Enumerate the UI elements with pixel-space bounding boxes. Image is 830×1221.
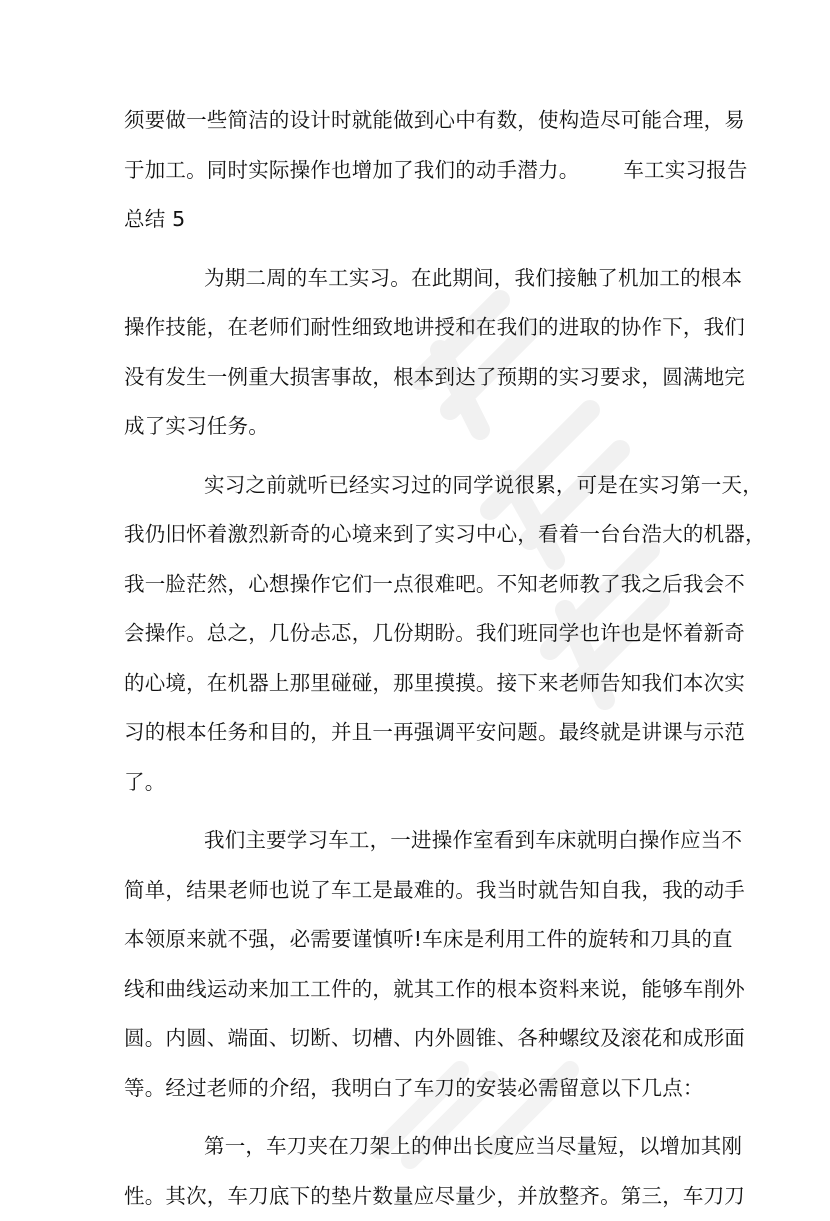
text-line: 成了实习任务。 <box>124 402 708 452</box>
section-heading: 车工实习报告 <box>623 146 747 196</box>
paragraph-first-line: 我们主要学习车工，一进操作室看到车床就明白操作应当不 <box>124 816 708 866</box>
text-line: 本领原来就不强，必需要谨慎听!车床是利用工件的旋转和刀具的直 <box>124 915 708 965</box>
paragraph-first-line: 为期二周的车工实习。在此期间，我们接触了机加工的根本 <box>124 254 708 304</box>
text-line: 我仍旧怀着激烈新奇的心境来到了实习中心，看着一台台浩大的机器， <box>124 510 708 560</box>
text-line: 了。 <box>124 758 708 808</box>
text-line: 的心境，在机器上那里碰碰，那里摸摸。接下来老师告知我们本次实 <box>124 659 708 709</box>
paragraph-first-line: 实习之前就听已经实习过的同学说很累，可是在实习第一天， <box>124 461 708 511</box>
body-text <box>124 96 708 1221</box>
text-line: 于加工。同时实际操作也增加了我们的动手潜力。 <box>124 158 579 182</box>
text-line: 性。其次，车刀底下的垫片数量应尽量少，并放整齐。第三，车刀刀 <box>124 1172 708 1221</box>
text-line: 会操作。总之，几份忐忑，几份期盼。我们班同学也许也是怀着新奇 <box>124 609 708 659</box>
text-line: 线和曲线运动来加工工件的，就其工作的根本资料来说，能够车削外 <box>124 965 708 1015</box>
text-line: 我一脸茫然，心想操作它们一点很难吧。不知老师教了我之后我会不 <box>124 560 708 610</box>
text-line: 操作技能，在老师们耐性细致地讲授和在我们的进取的协作下，我们 <box>124 303 708 353</box>
text-line: 须要做一些简洁的设计时就能做到心中有数，使构造尽可能合理，易 <box>124 96 708 146</box>
text-line: 没有发生一例重大损害事故，根本到达了预期的实习要求，圆满地完 <box>124 353 708 403</box>
text-line: 圆。内圆、端面、切断、切槽、内外圆锥、各种螺纹及滚花和成形面 <box>124 1014 708 1064</box>
text-line: 等。经过老师的介绍，我明白了车刀的安装必需留意以下几点： <box>124 1064 708 1114</box>
text-line: 习的根本任务和目的，并且一再强调平安问题。最终就是讲课与示范 <box>124 708 708 758</box>
paragraph-first-line: 第一，车刀夹在刀架上的伸出长度应当尽量短，以增加其刚 <box>124 1122 708 1172</box>
text-line <box>124 146 708 196</box>
text-line: 简单，结果老师也说了车工是最难的。我当时就告知自我，我的动手 <box>124 866 708 916</box>
section-heading-continued: 总结 5 <box>124 195 708 245</box>
